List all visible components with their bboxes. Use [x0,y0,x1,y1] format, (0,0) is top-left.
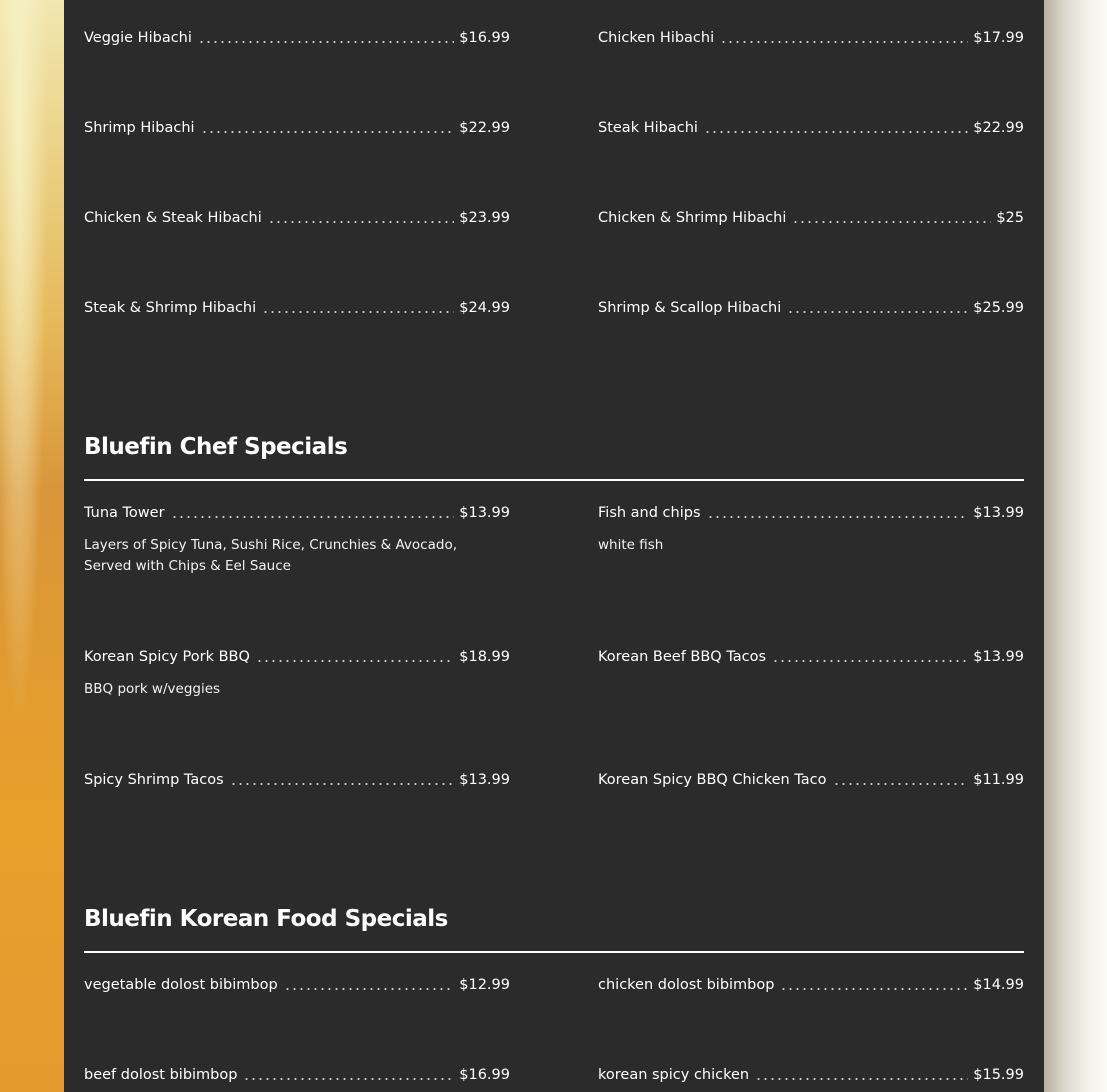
menu-item-name: Steak Hibachi [598,120,698,136]
dot-leader [772,651,968,663]
menu-item [598,647,1024,667]
section-divider [84,479,1024,481]
menu-item [84,647,510,700]
menu-item-name: Spicy Shrimp Tacos [84,772,224,788]
dot-leader [171,507,455,519]
menu-item-name: Shrimp & Scallop Hibachi [598,300,782,316]
dot-leader [833,774,969,786]
menu-item-description: BBQ pork w/veggies [84,681,221,697]
menu-item [84,28,510,48]
menu-item-description: Layers of Spicy Tuna, Sushi Rice, Crunchies & Avocado, Served with Chips & Eel Sauce [84,537,457,574]
menu-item [598,298,1024,318]
dot-leader [704,122,968,134]
menu-item [84,503,510,577]
menu-item-price: $13.99 [973,505,1024,521]
menu-panel [64,0,1044,1092]
menu-item [598,770,1024,790]
dot-leader [268,212,455,224]
dot-leader [230,774,455,786]
menu-item-name: Korean Beef BBQ Tacos [598,649,767,665]
menu-item-description: white fish [598,537,664,553]
section-title-korean-specials: Bluefin Korean Food Specials [84,906,448,932]
menu-item [598,28,1024,48]
dot-leader [198,32,454,44]
dot-leader [755,1069,968,1081]
dot-leader [787,302,968,314]
section-title-chef-specials: Bluefin Chef Specials [84,434,348,460]
menu-item-name: Shrimp Hibachi [84,120,195,136]
menu-item [598,503,1024,556]
menu-item [84,208,510,228]
menu-item [598,1065,1024,1085]
menu-item-price: $25 [996,210,1024,226]
dot-leader [201,122,455,134]
menu-item-price: $14.99 [973,977,1024,993]
menu-item-price: $13.99 [973,649,1024,665]
menu-item-price: $16.99 [459,1067,510,1083]
menu-item-name: Tuna Tower [84,505,165,521]
dot-leader [720,32,968,44]
menu-item [84,770,510,790]
menu-item [84,118,510,138]
menu-item-price: $11.99 [973,772,1024,788]
menu-item-name: Fish and chips [598,505,701,521]
menu-item-price: $12.99 [459,977,510,993]
menu-item-price: $13.99 [459,505,510,521]
menu-item-price: $16.99 [459,30,510,46]
menu-item-name: Veggie Hibachi [84,30,192,46]
menu-item-price: $22.99 [459,120,510,136]
menu-item-price: $25.99 [973,300,1024,316]
dot-leader [256,651,454,663]
menu-item [598,118,1024,138]
dot-leader [707,507,969,519]
menu-item-price: $24.99 [459,300,510,316]
menu-item-name: vegetable dolost bibimbop [84,977,278,993]
dot-leader [284,979,455,991]
dot-leader [243,1069,454,1081]
dot-leader [792,212,991,224]
menu-item-name: Korean Spicy BBQ Chicken Taco [598,772,827,788]
background-left [0,0,64,1092]
menu-item-name: beef dolost bibimbop [84,1067,238,1083]
menu-item-name: korean spicy chicken [598,1067,750,1083]
menu-item-price: $13.99 [459,772,510,788]
menu-item-price: $18.99 [459,649,510,665]
menu-item-name: Chicken Hibachi [598,30,715,46]
menu-item-name: Steak & Shrimp Hibachi [84,300,257,316]
menu-item [598,975,1024,995]
menu-item-price: $22.99 [973,120,1024,136]
menu-item-name: Korean Spicy Pork BBQ [84,649,250,665]
dot-leader [780,979,968,991]
menu-item-price: $17.99 [973,30,1024,46]
menu-item [84,975,510,995]
dot-leader [262,302,454,314]
menu-item-name: Chicken & Steak Hibachi [84,210,262,226]
menu-item [84,298,510,318]
section-divider [84,951,1024,953]
background-right [1044,0,1107,1092]
menu-item-name: chicken dolost bibimbop [598,977,775,993]
menu-item [598,208,1024,228]
menu-item [84,1065,510,1085]
menu-item-name: Chicken & Shrimp Hibachi [598,210,787,226]
menu-item-price: $23.99 [459,210,510,226]
menu-item-price: $15.99 [973,1067,1024,1083]
